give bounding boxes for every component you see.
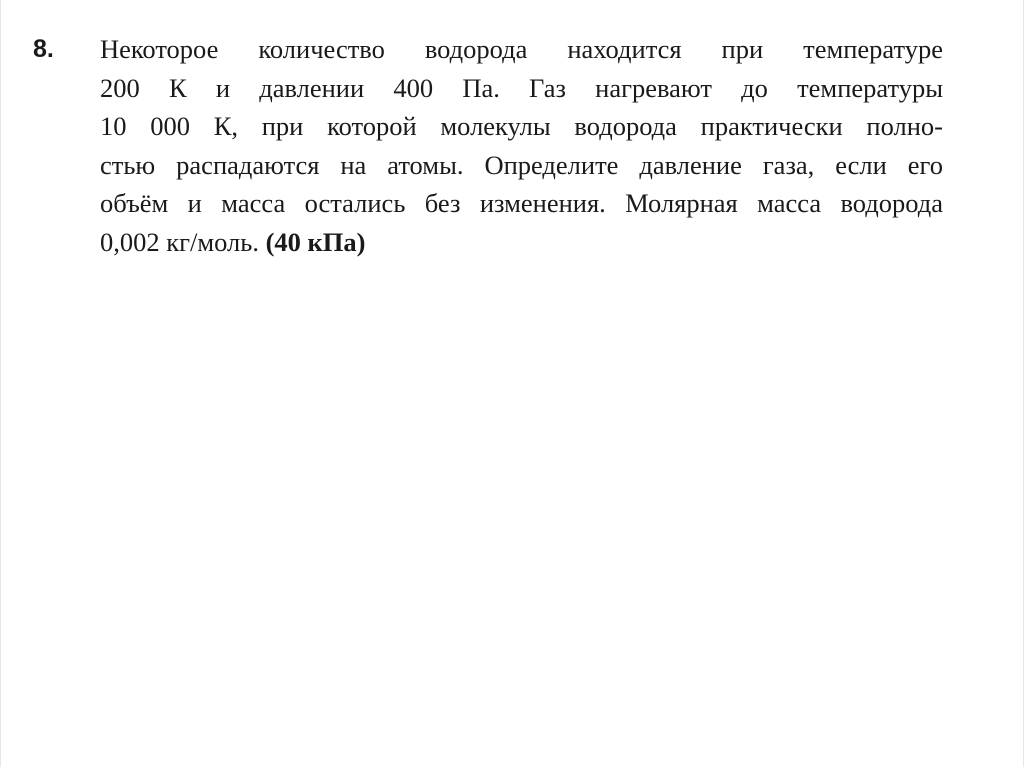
- problem-line: объём и масса остались без изменения. Молярная масса водорода: [100, 188, 943, 219]
- problem-line: 200 К и давлении 400 Па. Газ нагревают до температуры: [100, 72, 943, 103]
- problem-number: 8.: [33, 35, 54, 63]
- problem-line: Некоторое количество водорода находится при температуре: [100, 34, 943, 64]
- problem-last-line: [100, 223, 943, 262]
- problem-line: стью распадаются на атомы. Определите давление газа, если его: [100, 149, 943, 180]
- problem-answer: (40 кПа): [265, 226, 366, 257]
- problem-text: [100, 30, 943, 262]
- problem-line: 10 000 К, при которой молекулы водорода практически полно-: [100, 111, 943, 142]
- problem-line-text: 0,002 кг/моль.: [100, 226, 259, 257]
